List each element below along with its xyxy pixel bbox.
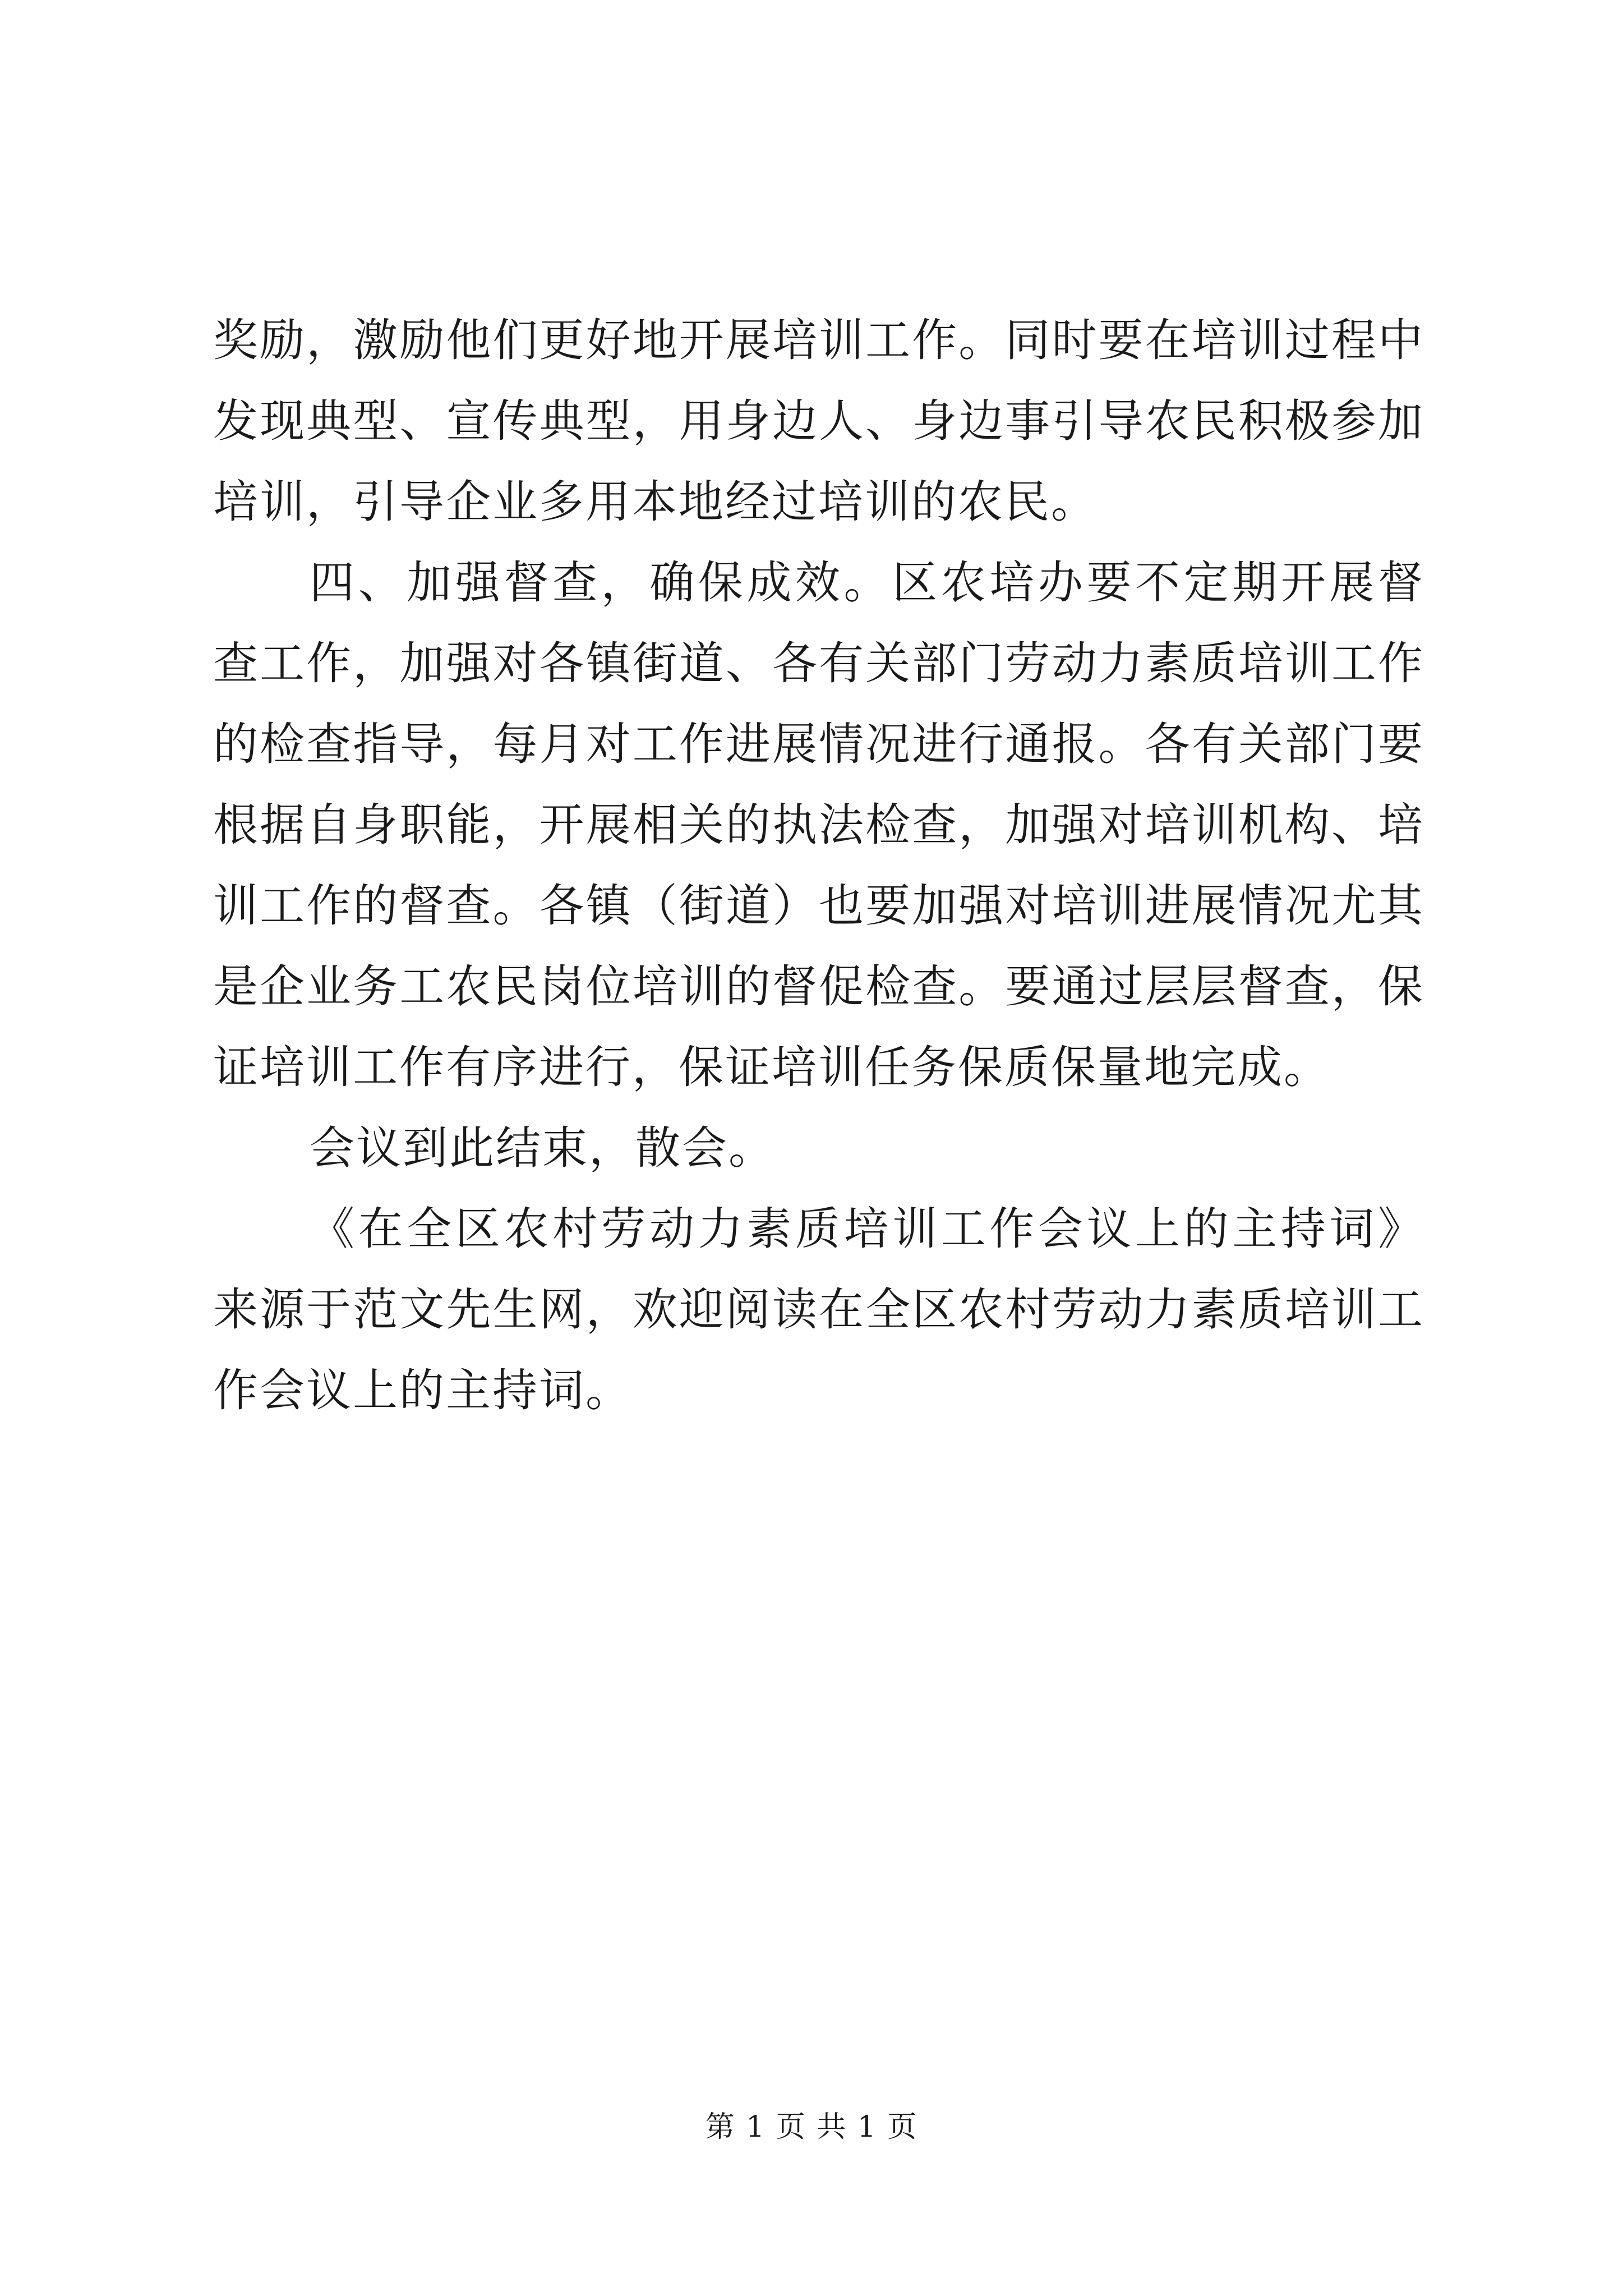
- page-number-footer: 第 1 页 共 1 页: [705, 2110, 918, 2144]
- paragraph-2: 四、加强督查，确保成效。区农培办要不定期开展督查工作，加强对各镇街道、各有关部门劳动力素质培训工作的检查指导，每月对工作进展情况进行通报。各有关部门要根据自身职能，开展相关的执法检查，加强对培训机构、培训工作的督查。各镇（街道）也要加强对培训进展情况尤其是企业务工农民岗位培训的督促检查。要通过层层督查，保证培训工作有序进行，保证培训任务保质保量地完成。: [213, 556, 1424, 1093]
- body-text: [213, 300, 1424, 1431]
- paragraph-4: 《在全区农村劳动力素质培训工作会议上的主持词》来源于范文先生网，欢迎阅读在全区农村劳动力素质培训工作会议上的主持词。: [213, 1203, 1424, 1416]
- paragraph-1: 奖励，激励他们更好地开展培训工作。同时要在培训过程中发现典型、宣传典型，用身边人、身边事引导农民积极参加培训，引导企业多用本地经过培训的农民。: [213, 314, 1424, 528]
- paragraph-3: 会议到此结束，散会。: [310, 1122, 775, 1174]
